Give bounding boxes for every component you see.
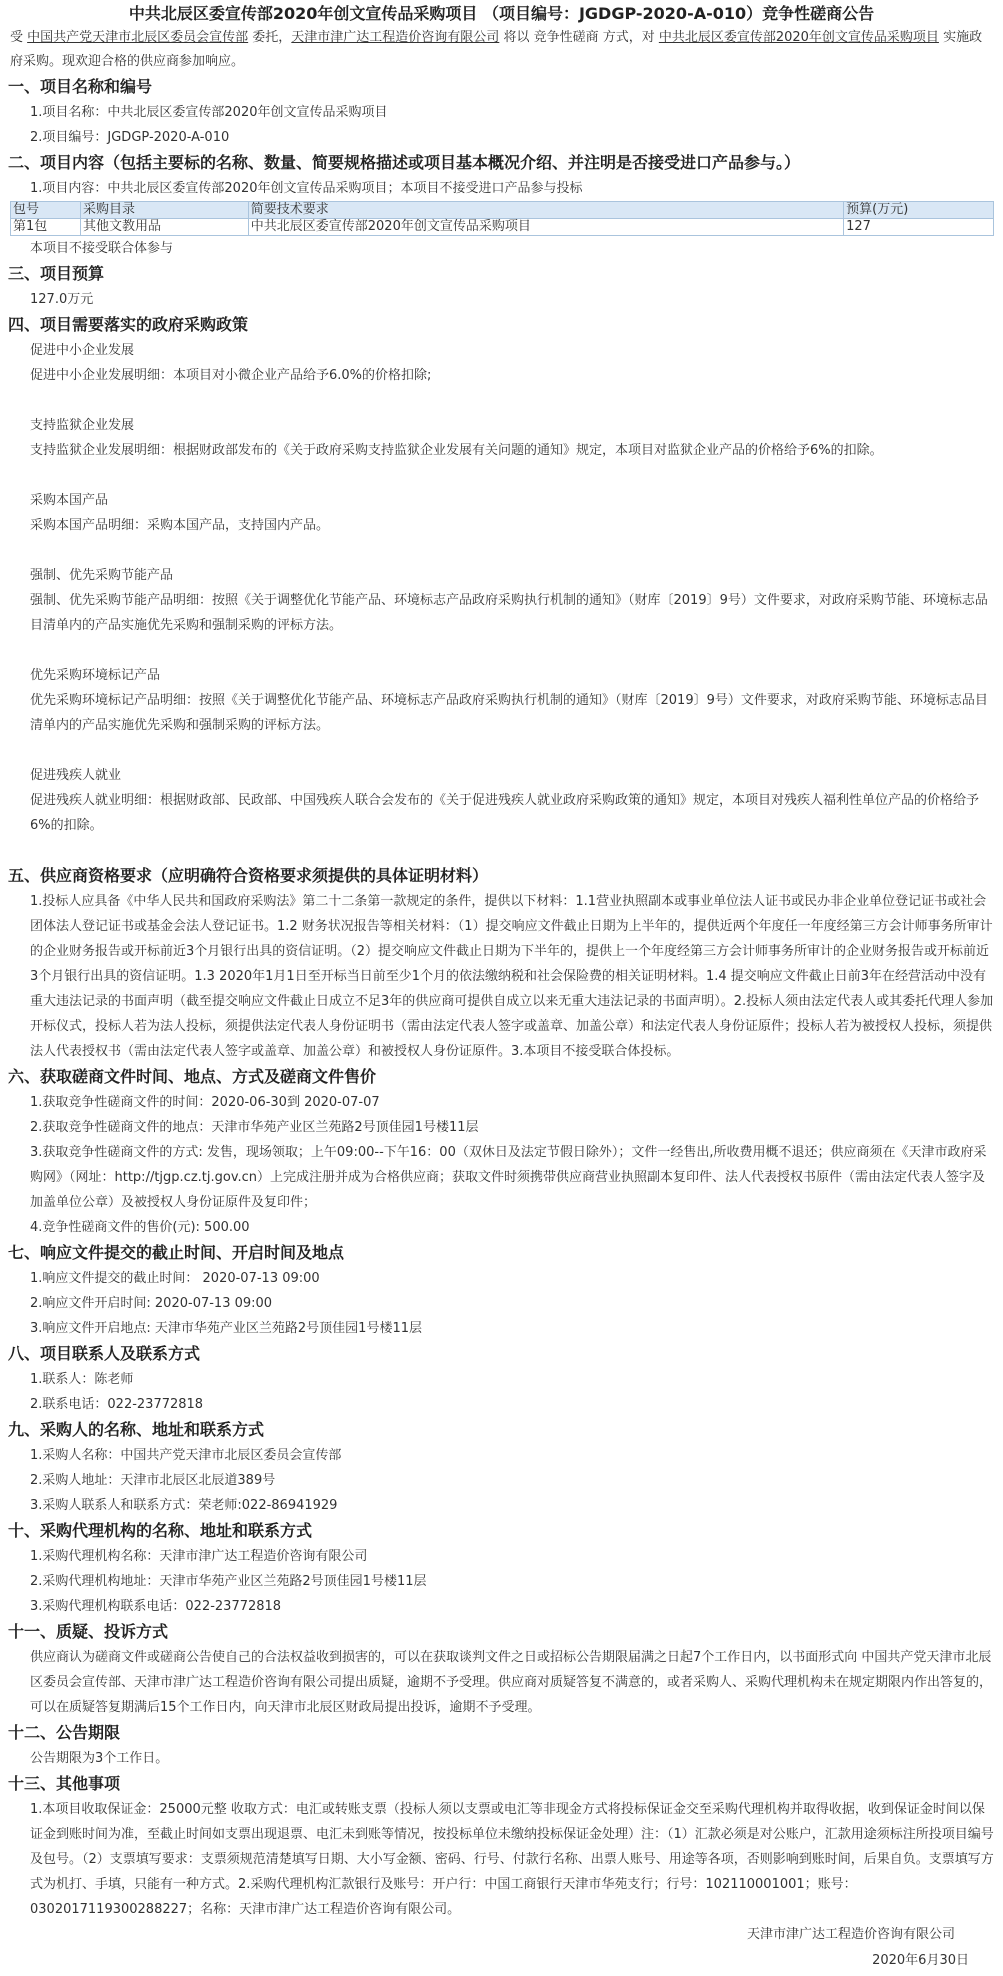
purchaser-contact: 3.采购人联系人和联系方式：荣老师:022-86941929	[30, 1498, 338, 1513]
policy-title: 促进残疾人就业	[30, 768, 122, 783]
agency-name: 1.采购代理机构名称：天津市津广达工程造价咨询有限公司	[30, 1549, 368, 1564]
signature-date: 2020年6月30日	[872, 1953, 969, 1968]
section-heading-11: 十一、质疑、投诉方式	[8, 1622, 169, 1641]
table-cell: 127	[844, 219, 994, 236]
spacer	[8, 463, 995, 488]
policy-title: 促进中小企业发展	[30, 343, 135, 358]
spacer	[8, 538, 995, 563]
section-heading-13: 十三、其他事项	[8, 1774, 121, 1793]
table-row	[11, 219, 994, 236]
policy-title: 支持监狱企业发展	[30, 418, 135, 433]
document-price: 4.竞争性磋商文件的售价(元): 500.00	[30, 1220, 250, 1235]
table-header-cell: 简要技术要求	[248, 202, 843, 219]
policy-detail: 促进中小企业发展明细：本项目对小微企业产品给予6.0%的价格扣除;	[30, 368, 432, 383]
notice-period: 公告期限为3个工作日。	[30, 1751, 169, 1766]
table-cell: 其他文教用品	[80, 219, 248, 236]
intro-paragraph: 受 中国共产党天津市北辰区委员会宣传部 委托，天津市津广达工程造价咨询有限公司 将以 竞争性磋商 方式，对 中共北辰区委宣传部2020年创文宣传品采购项目 实施政府采购。现欢迎合格的供应商参加响应。	[10, 30, 983, 69]
table-cell: 第1包	[11, 219, 81, 236]
table-header-cell: 预算(万元)	[844, 202, 994, 219]
table-header-cell: 包号	[11, 202, 81, 219]
section-heading-2: 二、项目内容（包括主要标的名称、数量、简要规格描述或项目基本概况介绍、并注明是否接受进口产品参与。）	[8, 153, 801, 172]
spacer	[8, 838, 995, 863]
section-heading-8: 八、项目联系人及联系方式	[8, 1344, 201, 1363]
spacer	[8, 388, 995, 413]
section-heading-1: 一、项目名称和编号	[8, 77, 153, 96]
policy-title: 强制、优先采购节能产品	[30, 568, 174, 583]
policy-detail: 促进残疾人就业明细：根据财政部、民政部、中国残疾人联合会发布的《关于促进残疾人就业政府采购政策的通知》规定，本项目对残疾人福利性单位产品的价格给予6%的扣除。	[30, 793, 980, 833]
obtain-place: 2.获取竞争性磋商文件的地点：天津市华苑产业区兰苑路2号顶佳园1号楼11层	[30, 1120, 479, 1135]
other-matters-text: 1.本项目收取保证金：25000元整 收取方式：电汇或转账支票（投标人须以支票或电汇等非现金方式将投标保证金交至采购代理机构并取得收据，收到保证金时间以保证金到账时间为准，至截止时间如支票出现退票、电汇未到账等情况，按投标单位未缴纳投标保证金处理）注：（1）汇款必须是对公账户，汇款用途须标注所投项目编号及包号。（2）支票填写要求：支票须规范清楚填写日期、大小写金额、密码、行号、付款行名称、出票人账号、用途等各项，否则影响到账时间，后果自负。支票填写方式为机打、手填，只能有一种方式。2.采购代理机构汇款银行及账号：开户行：中国工商银行天津市华苑支行；行号：102110001001；账号：0302017119300288227；名称：天津市津广达工程造价咨询有限公司。	[30, 1802, 994, 1917]
policy-detail: 优先采购环境标记产品明细：按照《关于调整优化节能产品、环境标志产品政府采购执行机制的通知》（财库〔2019〕9号）文件要求，对政府采购节能、环境标志品目清单内的产品实施优先采购和强制采购的评标方法。	[30, 693, 988, 733]
purchaser-link: 中国共产党天津市北辰区委员会宣传部	[27, 30, 249, 45]
section-heading-9: 九、采购人的名称、地址和联系方式	[8, 1420, 265, 1439]
qualification-text: 1.投标人应具备《中华人民共和国政府采购法》第二十二条第一款规定的条件，提供以下材料：1.1营业执照副本或事业单位法人证书或民办非企业单位登记证书或社会团体法人登记证书或基金会法人登记证书。1.2 财务状况报告等相关材料：（1）提交响应文件截止日期为上半年的，提供近两个年度任一年度经第三方会计师事务所审计的企业财务报告或开标前近3个月银行出具的资信证明。（2）提交响应文件截止日期为下半年的，提供上一个年度经第三方会计师事务所审计的企业财务报告或开标前近3个月银行出具的资信证明。1.3 2020年1月1日至开标当日前至少1个月的依法缴纳税和社会保险费的相关证明材料。1.4 提交响应文件截止日前3年在经营活动中没有重大违法记录的书面声明（截至提交响应文件截止日成立不足3年的供应商可提供自成立以来无重大违法记录的书面声明）。2.投标人须由法定代表人或其委托代理人参加开标仪式，投标人若为法人投标，须提供法定代表人身份证明书（需由法定代表人签字或盖章、加盖公章）和法定代表人身份证原件；投标人若为被授权人投标，须提供法人代表授权书（需由法定代表人签字或盖章、加盖公章）和被授权人身份证原件。3.本项目不接受联合体投标。	[30, 894, 994, 1059]
section-heading-5: 五、供应商资格要求（应明确符合资格要求须提供的具体证明材料）	[8, 866, 489, 885]
budget-value: 127.0万元	[30, 292, 94, 307]
complaint-text: 供应商认为磋商文件或磋商公告使自己的合法权益收到损害的，可以在获取谈判文件之日或招标公告期限届满之日起7个工作日内，以书面形式向 中国共产党天津市北辰区委员会宣传部、天津市津广达工程造价咨询有限公司提出质疑，逾期不予受理。供应商对质疑答复不满意的，或者采购人、采购代理机构未在规定期限内作出答复的，可以在质疑答复期满后15个工作日内，向天津市北辰区财政局提出投诉，逾期不予受理。	[30, 1650, 993, 1715]
project-name: 1.项目名称：中共北辰区委宣传部2020年创文宣传品采购项目	[30, 105, 388, 120]
signature-org: 天津市津广达工程造价咨询有限公司	[746, 1927, 955, 1942]
contact-phone: 2.联系电话：022-23772818	[30, 1397, 204, 1412]
agency-link: 天津市津广达工程造价咨询有限公司	[291, 30, 500, 45]
project-link: 中共北辰区委宣传部2020年创文宣传品采购项目	[658, 30, 939, 45]
section-heading-3: 三、项目预算	[8, 264, 105, 283]
project-code: 2.项目编号：JGDGP-2020-A-010	[30, 130, 230, 145]
consortium-note: 本项目不接受联合体参与	[30, 241, 174, 256]
section-heading-6: 六、获取磋商文件时间、地点、方式及磋商文件售价	[8, 1067, 377, 1086]
table-header-cell: 采购目录	[80, 202, 248, 219]
policy-detail: 强制、优先采购节能产品明细：按照《关于调整优化节能产品、环境标志产品政府采购执行机制的通知》（财库〔2019〕9号）文件要求，对政府采购节能、环境标志品目清单内的产品实施优先采购和强制采购的评标方法。	[30, 593, 988, 633]
table-header-row	[11, 202, 994, 219]
project-content: 1.项目内容：中共北辰区委宣传部2020年创文宣传品采购项目；本项目不接受进口产品参与投标	[30, 181, 583, 196]
package-table	[10, 201, 994, 236]
section-heading-12: 十二、公告期限	[8, 1723, 121, 1742]
page-title: 中共北辰区委宣传部2020年创文宣传品采购项目 （项目编号：JGDGP-2020-A-010）竞争性磋商公告	[128, 4, 875, 23]
policy-detail: 支持监狱企业发展明细：根据财政部发布的《关于政府采购支持监狱企业发展有关问题的通知》规定，本项目对监狱企业产品的价格给予6%的扣除。	[30, 443, 883, 458]
section-heading-10: 十、采购代理机构的名称、地址和联系方式	[8, 1521, 313, 1540]
spacer	[8, 738, 995, 763]
agency-phone: 3.采购代理机构联系电话：022-23772818	[30, 1599, 282, 1614]
table-cell: 中共北辰区委宣传部2020年创文宣传品采购项目	[248, 219, 843, 236]
obtain-time: 1.获取竞争性磋商文件的时间：2020-06-30到 2020-07-07	[30, 1095, 380, 1110]
policy-detail: 采购本国产品明细：采购本国产品，支持国内产品。	[30, 518, 330, 533]
spacer	[8, 638, 995, 663]
policy-title: 采购本国产品	[30, 493, 109, 508]
agency-address: 2.采购代理机构地址：天津市华苑产业区兰苑路2号顶佳园1号楼11层	[30, 1574, 427, 1589]
purchaser-address: 2.采购人地址：天津市北辰区北辰道389号	[30, 1473, 276, 1488]
contact-person: 1.联系人：陈老师	[30, 1372, 134, 1387]
opening-time: 2.响应文件开启时间: 2020-07-13 09:00	[30, 1296, 273, 1311]
section-heading-4: 四、项目需要落实的政府采购政策	[8, 315, 249, 334]
section-heading-7: 七、响应文件提交的截止时间、开启时间及地点	[8, 1243, 345, 1262]
policy-title: 优先采购环境标记产品	[30, 668, 161, 683]
obtain-method: 3.获取竞争性磋商文件的方式: 发售，现场领取；上午09:00--下午16：00（双休日及法定节假日除外）；文件一经售出,所收费用概不退还；供应商须在《天津市政府采购网》（网址：http://tjgp.cz.tj.gov.cn）上完成注册并成为合格供应商；获取文件时须携带供应商营业执照副本复印件、法人代表授权书原件（需由法定代表人签字及加盖单位公章）及被授权人身份证原件及复印件；	[30, 1145, 987, 1210]
purchaser-name: 1.采购人名称：中国共产党天津市北辰区委员会宣传部	[30, 1448, 342, 1463]
submission-deadline: 1.响应文件提交的截止时间： 2020-07-13 09:00	[30, 1271, 320, 1286]
opening-place: 3.响应文件开启地点: 天津市华苑产业区兰苑路2号顶佳园1号楼11层	[30, 1321, 422, 1336]
